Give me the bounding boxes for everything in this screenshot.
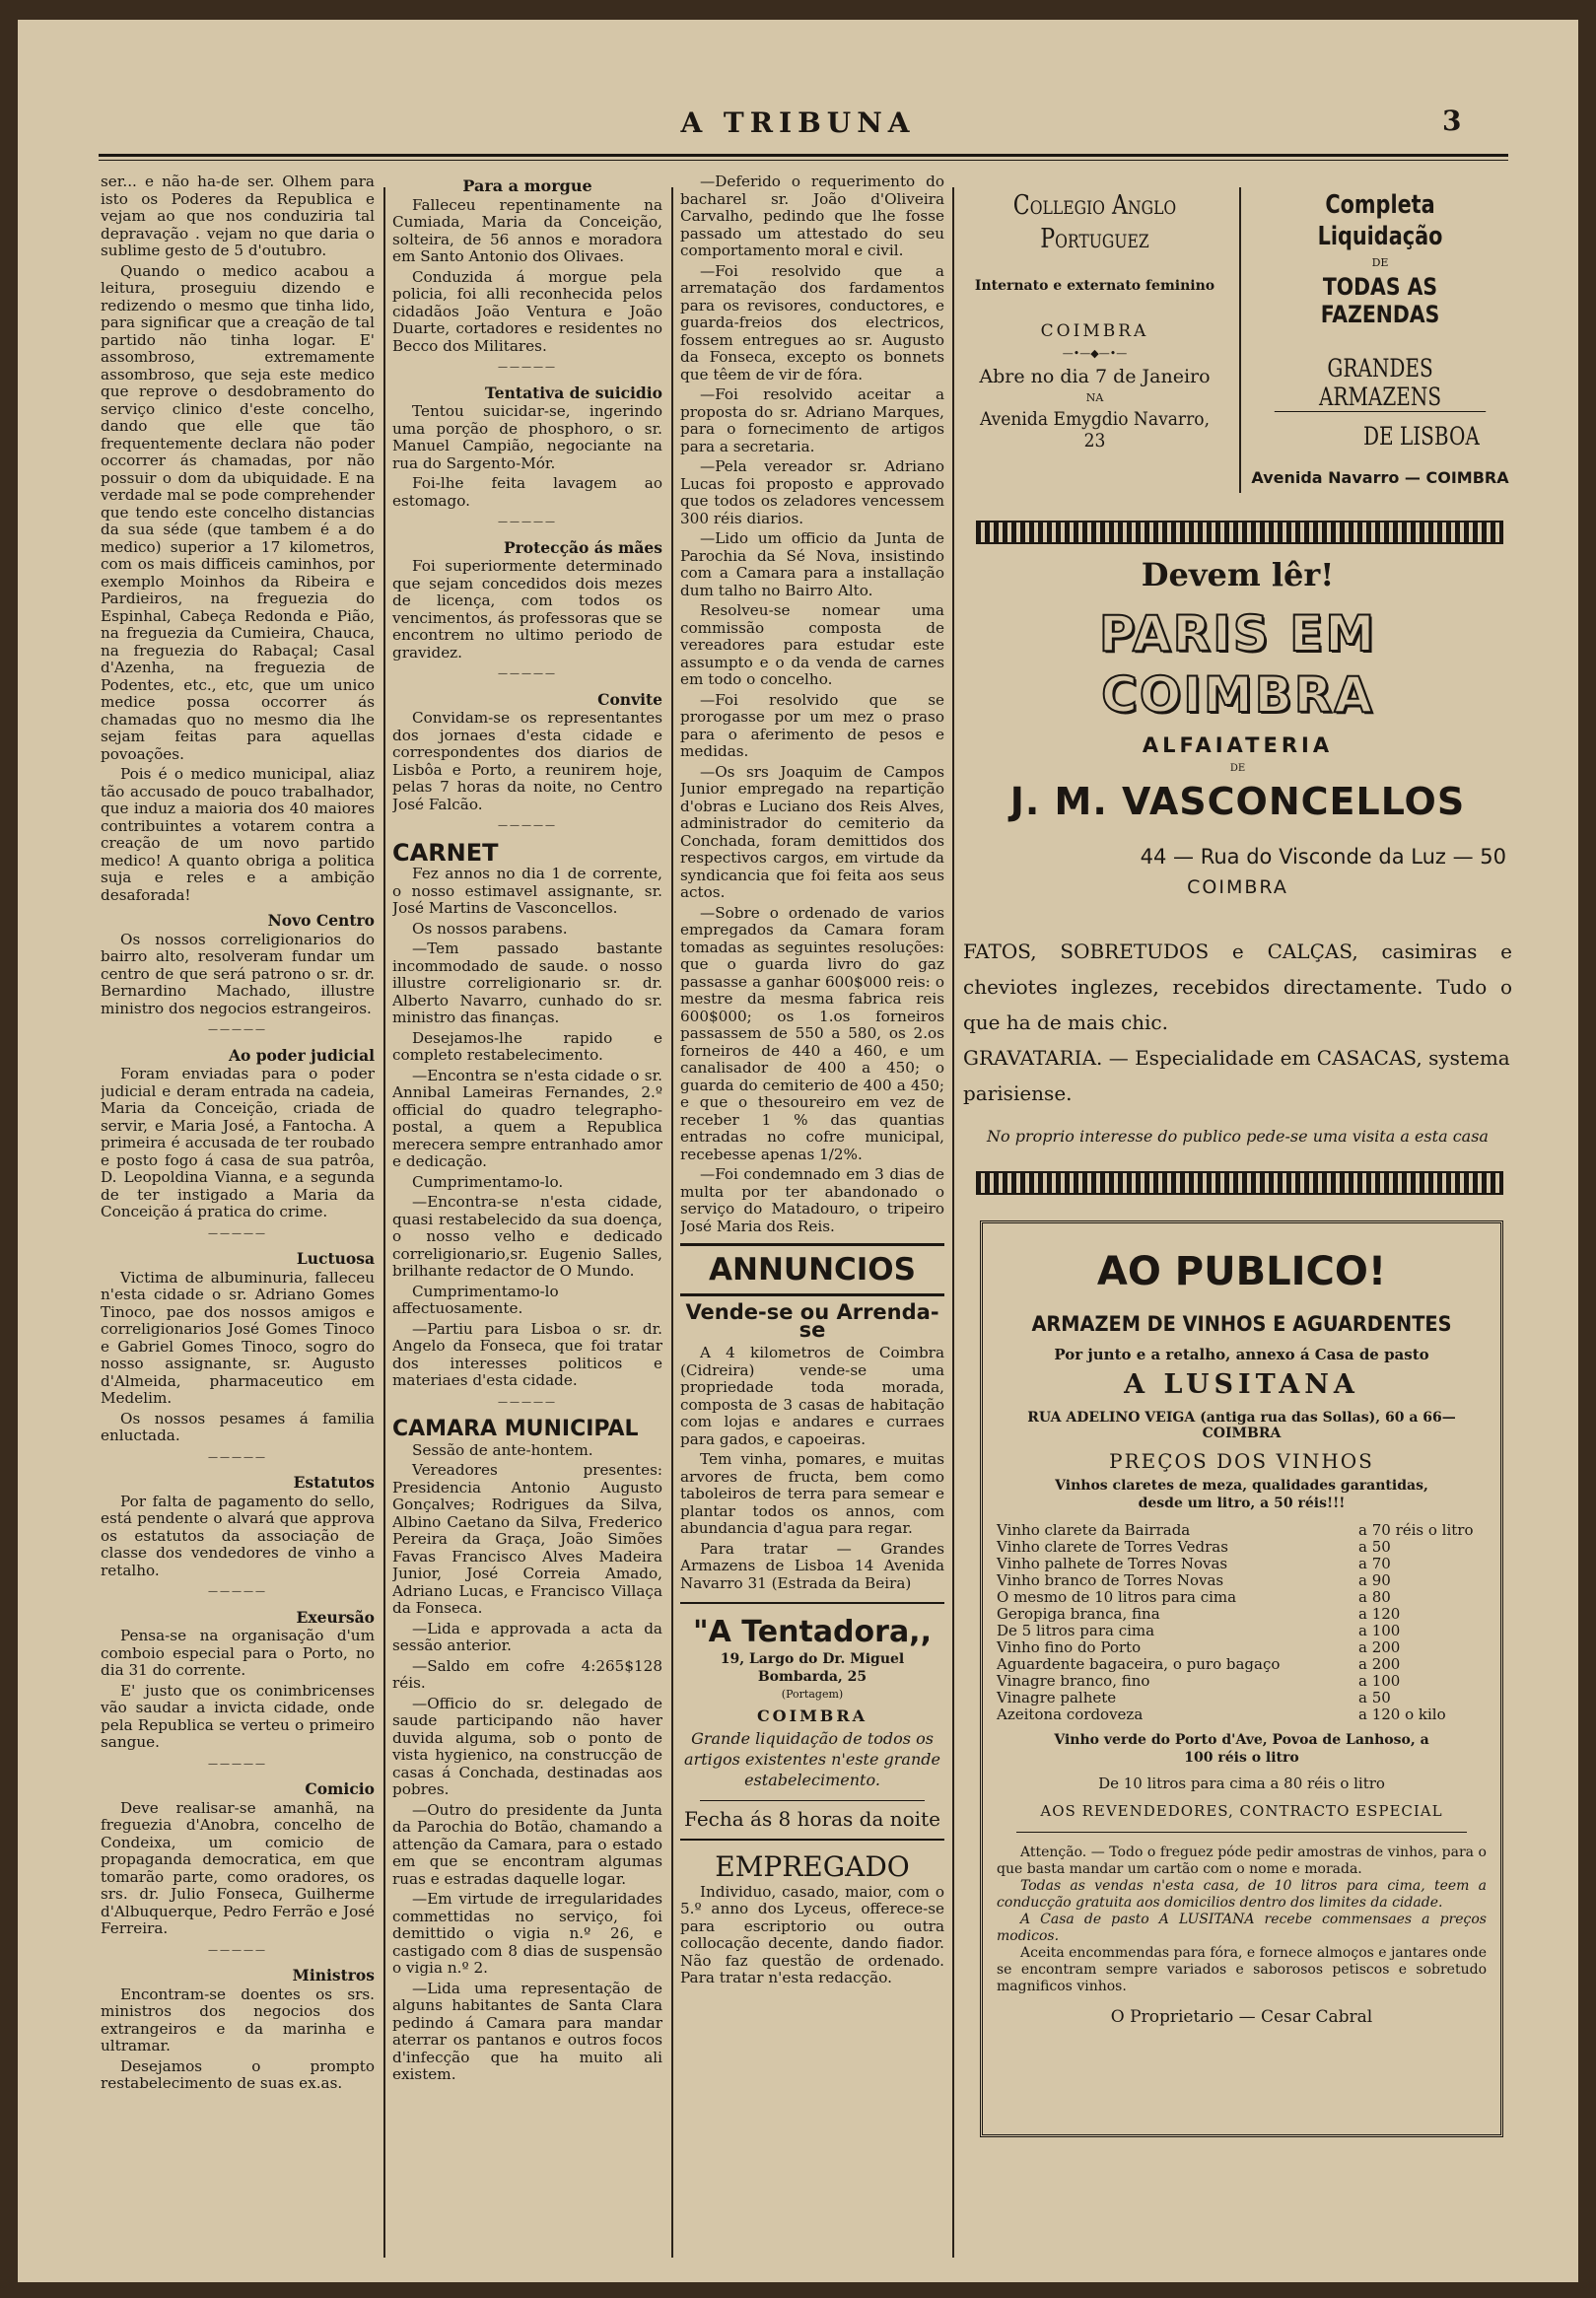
article-paragraph: —Encontra-se n'esta cidade, quasi restabelecido da sua doença, o nosso velho e dedicado correligionario,sr. Eugenio Salles, brilhante redactor de O Mundo.	[392, 1193, 662, 1280]
article-paragraph: A 4 kilometros de Coimbra (Cidreira) vende-se uma propriedade toda morada, composta de 3 casas de habitação com lojas e andares e curraes para gados, e capoeiras.	[680, 1344, 944, 1448]
price-value: a 50	[1358, 1689, 1391, 1706]
paris-text2: GRAVATARIA. — Especialidade em CASACAS, systema parisiense.	[963, 1046, 1510, 1105]
liquidacao-line2: TODAS AS FAZENDAS	[1320, 273, 1440, 328]
liquidacao-address: Avenida Navarro — COIMBRA	[1251, 468, 1509, 487]
publico-title: AO PUBLICO!	[1096, 1249, 1387, 1294]
article-paragraph: Individuo, casado, maior, com o 5.º anno dos Lyceus, offerece-se para escriptorio ou outra collocação decente, dando fiador. Não faz questão de ordenado. Para tratar n'esta redacção.	[680, 1882, 944, 1986]
heading-protecao: Protecção ás mães	[503, 537, 662, 557]
column-2	[392, 174, 662, 2244]
price-item: Vinho palhete de Torres Novas	[997, 1555, 1228, 1572]
price-row	[997, 1522, 1487, 1539]
price-row	[997, 1690, 1487, 1706]
price-row	[997, 1706, 1487, 1723]
article-paragraph: Cumprimentamo-lo.	[412, 1172, 564, 1191]
heading-excursao: Exeursão	[296, 1607, 375, 1627]
article-paragraph: —Os srs Joaquim de Campos Junior empregado na repartição d'obras e Luciano dos Reis Alves, administrador do cemiterio da Conchada, foram demittidos dos respectivos cargos, em virtude da syndicancia que foi feita aos seus actos.	[680, 762, 944, 901]
price-value: a 80	[1358, 1588, 1391, 1606]
price-value: a 70	[1358, 1555, 1391, 1572]
separator: —————	[498, 820, 557, 831]
price-value: a 120 o kilo	[1358, 1706, 1446, 1723]
heading-carnet: CARNET	[392, 838, 499, 867]
price-row	[997, 1606, 1487, 1623]
publico-precos: PREÇOS DOS VINHOS	[1109, 1449, 1374, 1473]
price-item: Vinagre palhete	[997, 1689, 1117, 1706]
heading-estatutos: Estatutos	[293, 1473, 375, 1492]
article-paragraph: Convidam-se os representantes dos jornaes d'esta cidade e correspondentes dos diarios de Lisbôa e Porto, a reunirem hoje, pelas 7 horas da noite, no Centro José Falcão.	[392, 709, 662, 813]
ornament-border	[976, 1171, 1503, 1195]
publico-junto: Por junto e a retalho, annexo á Casa de pasto	[1054, 1346, 1429, 1363]
article-paragraph: —Lida e approvada a acta da sessão anterior.	[392, 1619, 662, 1654]
price-value: a 70 réis o litro	[1358, 1521, 1474, 1539]
heading-ministros: Ministros	[292, 1966, 375, 1985]
price-value: a 90	[1358, 1571, 1391, 1589]
tentadora-name: "A Tentadora,,	[693, 1615, 932, 1649]
paris-text1: FATOS, SOBRETUDOS e CALÇAS, casimiras e cheviotes inglezes, recebidos directamente. Tudo o que ha de mais chic.	[963, 940, 1512, 1034]
publico-claretes: Vinhos claretes de meza, qualidades garantidas, desde um litro, a 50 réis!!!	[1055, 1478, 1428, 1511]
separator: —————	[498, 1396, 557, 1408]
heading-convite: Convite	[597, 689, 662, 709]
header-rule-thin	[99, 160, 1508, 161]
newspaper-page	[18, 20, 1578, 2282]
article-paragraph: Por falta de pagamento do sello, está pendente o alvará que approva os estatutos da associação de classe dos vendedores de vinho a retalho.	[101, 1492, 375, 1579]
separator: —————	[208, 1451, 267, 1463]
article-paragraph: Conduzida á morgue pela policia, foi alli reconhecida pelos cidadãos João Ventura e João Duarte, cortadores e residentes no Becco dos Militares.	[392, 267, 662, 355]
heading-morgue: Para a morgue	[462, 176, 592, 195]
separator: —————	[208, 1024, 267, 1035]
price-item: Vinho clarete da Bairrada	[997, 1521, 1191, 1539]
article-paragraph: Os nossos correligionarios do bairro alto, resolveram fundar um centro de que será patrono o sr. dr. Bernardino Machado, illustre ministro dos negocios estrangeiros.	[101, 930, 375, 1017]
separator: —————	[208, 1758, 267, 1770]
article-paragraph: —Em virtude de irregularidades commettidas no serviço, foi demittido o vigia n.º 26, e castigado com 8 dias de suspensão o vigia n.º 2.	[392, 1890, 662, 1977]
column-divider-1	[383, 187, 385, 2258]
ornament: —•—◆—•—	[1062, 347, 1128, 360]
section-rule	[700, 1800, 925, 1801]
masthead-title: A TRIBUNA	[680, 106, 916, 139]
price-item: Azeitona cordoveza	[997, 1706, 1144, 1723]
article-paragraph: Fez annos no dia 1 de corrente, o nosso estimavel assignante, sr. José Martins de Vasconcellos.	[392, 865, 662, 917]
publico-vendas: Todas as vendas n'esta casa, de 10 litros para cima, teem a conducção gratuita aos domicilios dentro dos limites da cidade.	[997, 1878, 1487, 1911]
publico-attencao: Attenção. — Todo o freguez póde pedir amostras de vinhos, para o que basta mandar um cartão com o nome e morada.	[997, 1845, 1487, 1877]
price-row	[997, 1623, 1487, 1639]
paris-footer: No proprio interesse do publico pede-se uma visita a esta casa	[987, 1127, 1489, 1146]
collegio-na: NA	[1085, 391, 1104, 404]
tentadora-text: Grande liquidação de todos os artigos existentes n'este grande estabelecimento.	[684, 1729, 940, 1789]
price-value: a 200	[1358, 1655, 1401, 1673]
publico-name: A LUSITANA	[1124, 1369, 1359, 1400]
article-paragraph: —Lido um officio da Junta de Parochia da Sé Nova, insistindo com a Camara para a installação dum talho no Bairro Alto.	[680, 529, 944, 599]
separator: —————	[498, 668, 557, 679]
article-paragraph: Desejamos-lhe rapido e completo restabelecimento.	[392, 1028, 662, 1064]
separator: —————	[208, 1586, 267, 1597]
paris-owner: J. M. VASCONCELLOS	[1009, 780, 1466, 823]
article-paragraph: —Tem passado bastante incommodado de saude. o nosso illustre correligionario sr. dr. Alberto Navarro, cunhado do sr. ministro das finanças.	[392, 940, 662, 1026]
separator: —————	[498, 362, 557, 373]
tentadora-closing: Fecha ás 8 horas da noite	[684, 1807, 940, 1831]
publico-revendedores: AOS REVENDEDORES, CONTRACTO ESPECIAL	[1040, 1802, 1443, 1820]
ad-divider	[1239, 187, 1241, 493]
article-paragraph: Pensa-se na organisação d'um comboio especial para o Porto, no dia 31 do corrente.	[101, 1627, 375, 1679]
paris-devem: Devem lêr!	[1141, 556, 1335, 593]
section-rule	[680, 1839, 944, 1841]
article-paragraph: Tentou suicidar-se, ingerindo uma porção de phosphoro, o sr. Manuel Campião, negociante na rua do Sargento-Mór.	[392, 402, 662, 472]
publico-ten-litros: De 10 litros para cima a 80 réis o litro	[1098, 1775, 1385, 1792]
article-paragraph: —Foi resolvido aceitar a proposta do sr. Adriano Marques, para o fornecimento de artigos para a secretaria.	[680, 385, 944, 455]
article-paragraph: Sessão de ante-hontem.	[412, 1440, 593, 1459]
separator: —————	[498, 517, 557, 527]
publico-verde: Vinho verde do Porto d'Ave, Povoa de Lanhoso, a 100 réis o litro	[1054, 1732, 1429, 1766]
heading-comicio: Comicio	[305, 1779, 375, 1798]
price-row	[997, 1572, 1487, 1589]
price-list	[997, 1522, 1487, 1723]
price-value: a 100	[1358, 1622, 1401, 1639]
article-paragraph: Deve realisar-se amanhã, na freguezia d'Anobra, concelho de Condeixa, um comicio de propaganda democratica, em que tomarão parte, como oradores, os srs. dr. Julio Fonseca, Guilherme d'Albuquerque, Pedro Ferrão e José Ferreira.	[101, 1798, 375, 1937]
article-paragraph: Os nossos parabens.	[412, 919, 568, 938]
article-paragraph: —Sobre o ordenado de varios empregados da Camara foram tomadas as seguintes resoluções: que o guarda livro do gaz passasse a ganhar 600$000 reis: o mestre da mesma fabrica reis 600$000; os 1.os forneiros passassem de 550 a 580, os 2.os forneiros de 440 a 460, e um canalisador de 400 a 450; o guarda do cemiterio de 400 a 450; e que o thesoureiro em vez de receber 1 % das quantias entradas no cofre municipal, recebesse apenas 1/2%.	[680, 903, 944, 1163]
price-item: O mesmo de 10 litros para cima	[997, 1588, 1237, 1606]
price-item: Aguardente bagaceira, o puro bagaço	[997, 1655, 1281, 1673]
article-paragraph: —Saldo em cofre 4:265$128 réis.	[392, 1656, 662, 1692]
publico-proprietario: O Proprietario — Cesar Cabral	[1110, 2007, 1373, 2027]
column-divider-3	[952, 187, 954, 2258]
liquidacao-de: DE	[1371, 256, 1389, 269]
section-rule	[680, 1243, 944, 1246]
price-row	[997, 1656, 1487, 1673]
paris-alfaiateria: ALFAIATERIA	[1142, 733, 1334, 757]
column-1	[101, 174, 375, 2244]
price-item: Vinho branco de Torres Novas	[997, 1571, 1224, 1589]
article-paragraph: Cumprimentamo-lo affectuosamente.	[392, 1282, 559, 1317]
price-value: a 200	[1358, 1638, 1401, 1656]
column-3	[680, 174, 944, 2244]
page-number: 3	[1442, 104, 1462, 137]
article-paragraph: Resolveu-se nomear uma commissão composta de vereadores para estudar este assumpto e o da venda de carnes em todo o concelho.	[680, 601, 944, 688]
price-row	[997, 1639, 1487, 1656]
section-rule	[680, 1602, 944, 1604]
liquidacao-store2: DE LISBOA	[1363, 422, 1480, 451]
publico-address: RUA ADELINO VEIGA (antiga rua das Sollas), 60 a 66— COIMBRA	[1027, 1410, 1456, 1441]
publico-aceita: Aceita encommendas para fóra, e fornece almoços e jantares onde se encontram sempre variados e saborosos petiscos e sobretudo magnificos vinhos.	[997, 1945, 1487, 1994]
paris-address: 44 — Rua do Visconde da Luz — 50	[1140, 845, 1506, 869]
paris-de: DE	[1229, 763, 1246, 774]
column-divider-2	[671, 187, 673, 2258]
price-value: a 120	[1358, 1605, 1401, 1623]
article-paragraph: —Lida uma representação de alguns habitantes de Santa Clara pedindo á Camara para mandar aterrar os pantanos e outros focos d'infecção que ha muito ali existem.	[392, 1979, 662, 2083]
collegio-open: Abre no dia 7 de Janeiro	[979, 366, 1211, 387]
article-paragraph: —Deferido o requerimento do bacharel sr. João d'Oliveira Carvalho, pedindo que lhe fosse passado um attestado do seu comportamento moral e civil.	[680, 174, 944, 259]
price-item: Vinho clarete de Torres Vedras	[997, 1538, 1228, 1556]
collegio-city: COIMBRA	[1040, 321, 1149, 341]
article-paragraph: Quando o medico acabou a leitura, proseguiu dizendo e redizendo o mesmo que tinha lido, para significar que a creação de tal partido não tinha logar. E' assombroso, extremamente assombroso, que seja este medico que reprove o desdobramento do serviço clinico d'este concelho, dando que elle que tão frequentemente declara não poder occorrer ás chamadas, por não possuir o dom da ubiquidade. E na verdade mal se pode comprehender que tendo este concelho distancias da sua séde (que tambem é a do medico) superior a 17 kilometros, com os mais difficeis caminhos, por exemplo Moinhos da Ribeira e Pardieiros, na freguezia do Espinhal, Cabeça Redonda e Pião, na freguezia da Cumieira, Chauca, na freguezia do Rabaçal; Casal d'Azenha, na freguezia de Podentes, etc., etc, que um unico medice possa occorrer ás chamadas quo no mesmo dia lhe sejam feitas para aquellas povoações.	[101, 261, 375, 763]
article-paragraph: —Partiu para Lisboa o sr. dr. Angelo da Fonseca, que foi tratar dos interesses politicos e materiaes d'esta cidade.	[392, 1319, 662, 1389]
price-row	[997, 1539, 1487, 1556]
article-paragraph: Foram enviadas para o poder judicial e deram entrada na cadeia, Maria da Conceição, criada de servir, e Maria José, a Fantocha. A primeira é accusada de ter roubado e posto fogo á casa de sua patrôa, D. Leopoldina Vianna, e a segunda de ter instigado a Maria da Conceição á pratica do crime.	[101, 1065, 375, 1220]
article-paragraph: Para tratar — Grandes Armazens de Lisboa 14 Avenida Navarro 31 (Estrada da Beira)	[680, 1539, 944, 1592]
article-paragraph: —Foi condemnado em 3 dias de multa por ter abandonado o serviço do Matadouro, o tripeiro José Maria dos Reis.	[680, 1165, 944, 1235]
collegio-address: Avenida Emygdio Navarro, 23	[979, 408, 1211, 452]
article-paragraph: Desejamos o prompto restabelecimento de suas ex.as.	[101, 2056, 375, 2092]
heading-novo-centro: Novo Centro	[267, 911, 375, 930]
ad-paris-em-coimbra	[959, 552, 1516, 1144]
ad-collegio	[959, 177, 1230, 503]
publico-casa: A Casa de pasto A LUSITANA recebe commensaes a preços modicos.	[997, 1912, 1487, 1944]
heading-camara-municipal: CAMARA MUNICIPAL	[392, 1417, 639, 1441]
article-paragraph: Os nossos pesames á familia enluctada.	[101, 1409, 375, 1444]
tentadora-city: COIMBRA	[756, 1706, 868, 1725]
heading-luctuosa: Luctuosa	[296, 1249, 375, 1268]
heading-empregado: EMPREGADO	[715, 1849, 910, 1883]
heading-vende-se: Vende-se ou Arrenda-se	[685, 1300, 939, 1342]
price-item: Geropiga branca, fina	[997, 1605, 1160, 1623]
article-paragraph: Vereadores presentes: Presidencia Antonio Augusto Gonçalves; Rodrigues da Silva, Albino Caetano da Silva, Frederico Pereira da Graça, João Simões Favas Francisco Alves Madeira Junior, José Correia Amado, Adriano Lucas, e Francisco Villaça da Fonseca.	[392, 1461, 662, 1617]
article-paragraph: E' justo que os conimbricenses vão saudar a invicta cidade, onde pela Republica se verteu o primeiro sangue.	[101, 1681, 375, 1751]
tentadora-address: 19, Largo do Dr. Miguel Bombarda, 25	[720, 1651, 905, 1685]
collegio-sub: Internato e externato feminino	[974, 278, 1215, 294]
publico-sub: ARMAZEM DE VINHOS E AGUARDENTES	[1031, 1312, 1452, 1336]
article-paragraph: —Foi resolvido que a arrematação dos fardamentos para os revisores, conductores, e guarda-freios dos electricos, fossem entregues ao sr. Augusto da Fonseca, excepto os bonnets que têem de vir de fóra.	[680, 261, 944, 383]
article-paragraph: ser... e não ha-de ser. Olhem para isto os Poderes da Republica e vejam ao que nos conduziria tal depravação . vejam no que daria o sublime gesto de 5 d'outubro.	[101, 174, 375, 259]
liquidacao-line1: Completa Liquidação	[1317, 190, 1443, 251]
tentadora-sub: (Portagem)	[781, 1688, 844, 1701]
price-item: Vinagre branco, fino	[997, 1672, 1150, 1690]
section-rule	[680, 1293, 944, 1296]
heading-suicidio: Tentativa de suicidio	[485, 383, 662, 402]
heading-poder-judicial: Ao poder judicial	[228, 1045, 375, 1065]
article-paragraph: Falleceu repentinamente na Cumiada, Maria da Conceição, solteira, de 56 annos e moradora em Santo Antonio dos Olivaes.	[392, 195, 662, 265]
separator: —————	[208, 1227, 267, 1239]
article-paragraph: —Encontra se n'esta cidade o sr. Annibal Lameiras Fernandes, 2.º official do quadro telegrapho-postal, a quem a Republica merecera sempre entranhado amor e dedicação.	[392, 1066, 662, 1170]
article-paragraph: —Pela vereador sr. Adriano Lucas foi proposto e approvado que todos os zeladores vencessem 300 réis diarios.	[680, 457, 944, 527]
ad-liquidacao	[1248, 177, 1512, 503]
article-paragraph: Foi superiormente determinado que sejam concedidos dois mezes de licença, com todos os vencimentos, ás professoras que se encontrem no ultimo periodo de gravidez.	[392, 557, 662, 662]
article-paragraph: —Officio do sr. delegado de saude participando não haver duvida alguma, sob o ponto de vista hygienico, na construcção de casas á Conchada, destinadas aos pobres.	[392, 1694, 662, 1798]
price-item: Vinho fino do Porto	[997, 1638, 1142, 1656]
price-row	[997, 1673, 1487, 1690]
ad-tentadora	[680, 1614, 944, 1829]
price-item: De 5 litros para cima	[997, 1622, 1155, 1639]
heading-annuncios: ANNUNCIOS	[709, 1252, 916, 1288]
article-paragraph: —Outro do presidente da Junta da Parochia do Botão, chamando a attenção da Camara, para o estado em que se encontram algumas ruas e estradas daquelle logar.	[392, 1800, 662, 1888]
article-paragraph: Encontram-se doentes os srs. ministros dos negocios dos extrangeiros e da marinha e ultramar.	[101, 1985, 375, 2054]
section-rule	[1016, 1832, 1467, 1833]
paris-city: COIMBRA	[1187, 876, 1288, 898]
liquidacao-store1: GRANDES ARMAZENS	[1275, 354, 1486, 412]
collegio-name: Collegio Anglo Portuguez	[1012, 190, 1177, 254]
separator: —————	[208, 1944, 267, 1956]
price-value: a 50	[1358, 1538, 1391, 1556]
ornament-border	[976, 521, 1503, 544]
price-value: a 100	[1358, 1672, 1401, 1690]
article-paragraph: Victima de albuminuria, falleceu n'esta cidade o sr. Adriano Gomes Tinoco, pae dos nossos amigos e correligionarios José Gomes Tinoco e Gabriel Gomes Tinoco, sogro do nosso assignante, sr. Augusto d'Almeida, pharmaceutico em Medelim.	[101, 1268, 375, 1407]
article-paragraph: Foi-lhe feita lavagem ao estomago.	[392, 474, 662, 510]
article-paragraph: —Foi resolvido que se prorogasse por um mez o praso para o aferimento de pesos e medidas.	[680, 690, 944, 760]
article-paragraph: Tem vinha, pomares, e muitas arvores de fructa, bem como taboleiros de terra para semear e plantar todos os annos, com abundancia d'agua para regar.	[680, 1450, 944, 1537]
price-row	[997, 1556, 1487, 1572]
ad-ao-publico	[980, 1220, 1503, 2137]
header-rule	[99, 154, 1508, 157]
article-paragraph: Pois é o medico municipal, aliaz tão accusado de pouco trabalhador, que induz a maioria dos 40 maiores contribuintes a votarem contra a creação de um novo partido medico! A quanto obriga a politica suja e reles e a ambição desaforada!	[101, 765, 375, 904]
price-row	[997, 1589, 1487, 1606]
paris-title: PARIS EM COIMBRA	[1098, 605, 1377, 724]
